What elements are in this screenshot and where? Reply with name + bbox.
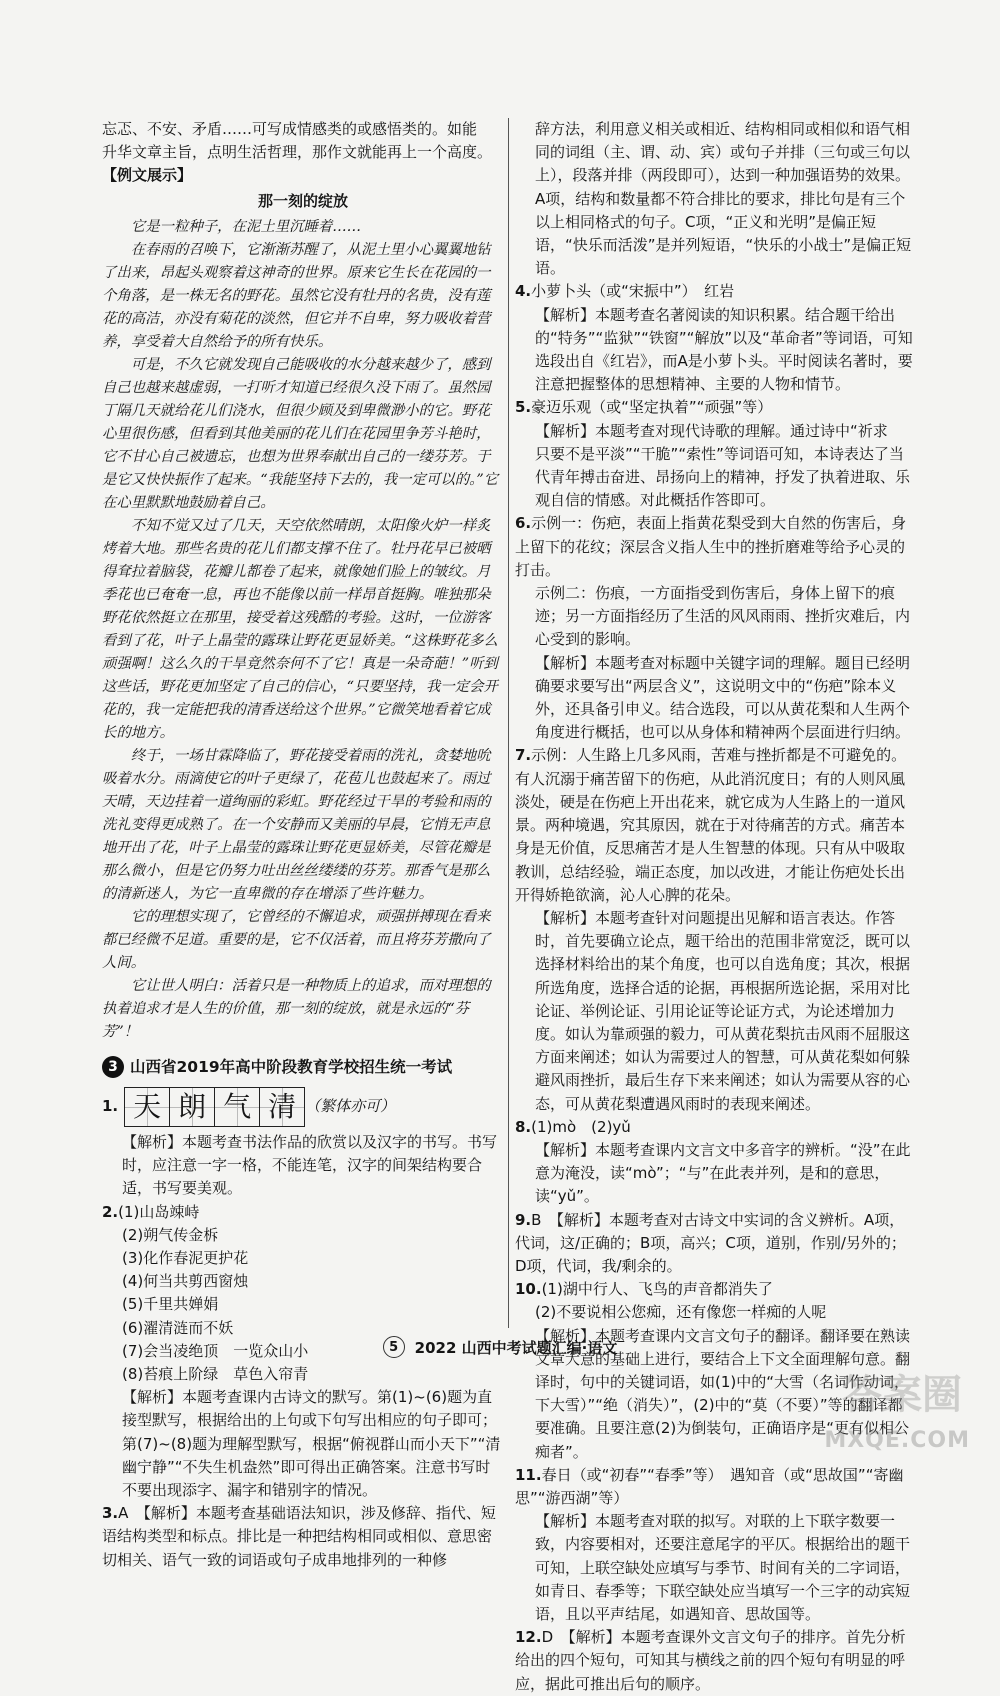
q2-answer: (7)会当凌绝顶 一览众山小	[122, 1341, 309, 1360]
q2-analysis: 【解析】本题考查课内古诗文的默写。第(1)~(6)题为直接型默写，根据给出的上句或下句写出相应的句子即可；第(7)~(8)题为理解型默写，根据“俯视群山而小天下”“清幽宁静”“不失生机盎然”即可得出正确答案。注意书写时不要出现添字、漏字和错别字的情况。	[122, 1388, 501, 1500]
q11-answer-text: 春日（或“初春”“春季”等） 遇知音（或“思故国”“寄幽思”“游西湖”等）	[515, 1465, 904, 1507]
q10-answer-text: (1)湖中行人、飞鸟的声音都消失了	[541, 1280, 773, 1299]
q9-block	[515, 1209, 915, 1279]
q1-analysis: 【解析】本题考查书法作品的欣赏以及汉字的书写。书写时，应注意一字一格，不能连笔，汉字的间架结构要合适，书写要美观。	[122, 1133, 498, 1198]
q2-answer: (5)千里共婵娟	[122, 1295, 219, 1314]
q10-number: 10.	[515, 1280, 542, 1299]
q3-block	[102, 1502, 504, 1572]
q6-example-2: 示例二：伤痕，一方面指受到伤害后，身体上留下的痕迹；另一方面指经历了生活的风风雨雨、挫折灾难后，内心受到的影响。	[535, 584, 911, 649]
q2-header	[102, 1201, 504, 1224]
q4-answer-text: 小萝卜头（或“宋振中”） 红岩	[531, 282, 735, 301]
q5-answer-text: 豪迈乐观（或“坚定执着”“顽强”等）	[531, 398, 773, 417]
q3-text: A 【解析】本题考查基础语法知识，涉及修辞、指代、短语结构类型和标点。排比是一种把结构相同或相似、意思密切相关、语气一致的词语或句子成串地排列的一种修	[102, 1504, 496, 1569]
q9-number: 9.	[515, 1210, 532, 1229]
q12-block	[515, 1626, 915, 1696]
q3-continuation: 辞方法，利用意义相关或相近、结构相同或相似和语气相同的词组（主、谓、动、宾）或句子并排（三句或三句以上），段落并排（两段即可），达到一种加强语势的效果。A项，结构和数量都不符合排比的要求，排比句是有三个以上相同格式的句子。C项，“正义和光明”是偏正短语，“快乐而活泼”是并列短语，“快乐的小战士”是偏正短语。	[535, 120, 912, 278]
q1-answer-row	[102, 1087, 504, 1127]
q10-analysis: 【解析】本题考查课内文言文句子的翻译。翻译要在熟读文章大意的基础上进行，要结合上下文全面理解句意。翻译时，句中的关键词语，如(1)中的“大雪（名词作动词，下大雪）”“绝（消失）”，(2)中的“莫（不要）”等的翻译都要准确。且要注意(2)为倒装句，正确语序是“更有似相公痴者”。	[535, 1326, 911, 1461]
q6-example-1	[515, 512, 915, 582]
essay-paragraph: 它是一粒种子，在泥土里沉睡着……	[130, 218, 362, 235]
page-footer	[0, 1336, 1000, 1358]
q2-answer: (3)化作春泥更护花	[122, 1249, 249, 1268]
essay-paragraph: 在春雨的召唤下，它渐渐苏醒了，从泥土里小心翼翼地钻了出来，昂起头观察着这神奇的世界。原来它生长在花园的一个角落，是一株无名的野花。虽然它没有牡丹的名贵，没有莲花的高洁，亦没有菊花的淡然，但它并不自卑，努力吸收着营养，享受着大自然给予的所有快乐。	[102, 241, 491, 350]
essay-paragraph: 它的理想实现了，它曾经的不懈追求，顽强拼搏现在看来都已经微不足道。重要的是，它不仅活着，而且将芬芳撒向了人间。	[102, 908, 491, 971]
essay-body	[102, 216, 504, 1044]
intro-line-1: 忘忑、不安、矛盾……可写成情感类的或感悟类的。如能	[102, 120, 478, 138]
page-number: 5	[383, 1336, 405, 1358]
right-column	[515, 118, 915, 1696]
grid-char: 朗	[170, 1088, 215, 1126]
section-header	[102, 1056, 504, 1079]
q10-answer-2: (2)不要说相公您痴，还有像您一样痴的人呢	[535, 1303, 827, 1322]
q7-number: 7.	[515, 746, 532, 765]
grid-char: 天	[125, 1088, 170, 1126]
q1-number: 1.	[102, 1097, 119, 1116]
q2-answer: (8)苔痕上阶绿 草色入帘青	[122, 1365, 309, 1384]
q8-answer	[515, 1116, 915, 1139]
q4-number: 4.	[515, 282, 532, 301]
q3-number: 3.	[102, 1504, 119, 1523]
q12-number: 12.	[515, 1628, 542, 1647]
q2-answer: (4)何当共剪西窗烛	[122, 1272, 249, 1291]
q12-text: D 【解析】本题考查课外文言文句子的排序。首先分析给出的四个短句，可知其与横线之前的四个短句有明显的呼应，据此可推出后句的顺序。	[515, 1628, 906, 1693]
example-tag: 【例文展示】	[102, 166, 193, 185]
footer-title: 2022 山西中考试题汇编·语文	[414, 1338, 618, 1357]
essay-paragraph: 可是，不久它就发现自己能吸收的水分越来越少了，感到自己也越来越虚弱，一打听才知道已经很久没下雨了。虽然园丁隔几天就给花儿们浇水，但很少顾及到卑微渺小的它。野花心里很伤感，但看到其他美丽的花儿们在花园里争芳斗艳时，它不甘心自己被遗忘，也想为世界奉献出自己的一缕芬芳。于是它又快快振作了起来。“我能坚持下去的，我一定可以的。”它在心里默默地鼓励着自己。	[102, 356, 499, 511]
q2-answer: (6)濯清涟而不妖	[122, 1318, 234, 1337]
q4-answer	[515, 280, 915, 303]
intro-line-2: 升华文章主旨，点明生活哲理，那作文就能再上一个高度。	[102, 143, 493, 162]
watermark-logo: 答案圈	[842, 1372, 962, 1418]
grid-char: 气	[215, 1088, 260, 1126]
q10-answer-1	[515, 1278, 915, 1301]
watermark-text: MXQE.COM	[824, 1428, 970, 1453]
q2-answer: (1)山岛竦峙	[118, 1202, 200, 1221]
essay-paragraph: 它让世人明白：活着只是一种物质上的追求，而对理想的执着追求才是人生的价值，那一刻的绽放，就是永远的“芬芳”！	[102, 977, 491, 1040]
q8-answer-text: (1)mò (2)yǔ	[531, 1117, 631, 1136]
essay-paragraph: 终于，一场甘霖降临了，野花接受着雨的洗礼，贪婪地吮吸着水分。雨滴使它的叶子更绿了，花苞儿也鼓起来了。雨过天晴，天边挂着一道绚丽的彩虹。野花经过干旱的考验和雨的洗礼变得更成熟了。在一个安静而又美丽的早晨，它悄无声息地开出了花，叶子上晶莹的露珠让野花更显娇美，尽管花瓣是那么微小，但是它仍努力吐出丝丝缕缕的芬芳。那香气是那么的清新迷人，为它一直卑微的存在增添了些许魅力。	[102, 747, 491, 902]
q11-analysis: 【解析】本题考查对联的拟写。对联的上下联字数要一致，内容要相对，还要注意尾字的平仄。根据给出的题干可知，上联空缺处应填写与季节、时间有关的二字词语，如青日、春季等；下联空缺处应当填写一个三字的动宾短语，且以平声结尾，如遇知音、思故国等。	[535, 1512, 911, 1623]
q7-answer-text: 示例：人生路上几多风雨，苦难与挫折都是不可避免的。有人沉溺于痛苦留下的伤疤，从此消沉度日；有的人则风風淡处，硬是在伤疤上开出花来，就它成为人生路上的一道风景。两种境遇，究其原因，就在于对待痛苦的方式。痛苦本身是无价值，反思痛苦才是人生智慧的体现。只有从中吸取教训，总结经验，端正态度，加以改进，才能让伤疤处长出开得娇艳欲滴，沁人心脾的花朵。	[515, 746, 907, 904]
q5-number: 5.	[515, 398, 532, 417]
q2-number: 2.	[102, 1202, 119, 1221]
watermark	[790, 1363, 970, 1453]
calligraphy-grid	[124, 1087, 305, 1127]
q8-analysis: 【解析】本题考查课内文言文中多音字的辨析。“没”在此意为淹没，读“mò”；“与”在此表并列，是和的意思，读“yǔ”。	[535, 1140, 911, 1206]
section-number-badge: 3	[102, 1056, 124, 1078]
section-title: 山西省2019年高中阶段教育学校招生统一考试	[130, 1057, 453, 1076]
q2-answer: (2)朔气传金柝	[122, 1225, 219, 1244]
grid-char: 清	[260, 1088, 304, 1126]
q6-analysis: 【解析】本题考查对标题中关键字词的理解。题目已经明确要求要写出“两层含义”，这说明文中的“伤疤”除本义外，还具备引申义。结合选段，可以从黄花梨和人生两个角度进行概括，也可以从身体和精神两个层面进行归纳。	[535, 653, 911, 742]
q11-number: 11.	[515, 1465, 542, 1484]
q5-answer	[515, 396, 915, 419]
q6-example-1-text: 示例一：伤疤，表面上指黄花梨受到大自然的伤害后，身上留下的花纹；深层含义指人生中的挫折磨难等给予心灵的打击。	[515, 514, 907, 579]
q5-analysis: 【解析】本题考查对现代诗歌的理解。通过诗中“祈求 只要不是平淡”“干脆”“索性”等词语可知，本诗表达了当代青年搏击奋进、昂扬向上的精神，抒发了执着进取、乐观自信的情感。对此概括作答即可。	[535, 421, 911, 510]
essay-paragraph: 不知不觉又过了几天，天空依然晴朗，太阳像火炉一样炙烤着大地。那些名贵的花儿们都支撑不住了。牡丹花早已被晒得耷拉着脑袋，花瓣儿都卷了起来，就像她们脸上的皱纹。月季花也已奄奄一息，再也不能像以前一样昂首挺胸。唯独那朵野花依然挺立在那里，接受着这残酷的考验。这时，一位游客看到了花，叶子上晶莹的露珠让野花更显娇美。“这株野花多么顽强啊！这么久的干旱竟然奈何不了它！真是一朵奇葩！”听到这些话，野花更加坚定了自己的信心，“只要坚持，我一定会开花的，我一定能把我的清香送给这个世界。”它微笑地看着它成长的地方。	[102, 517, 498, 741]
q7-answer	[515, 744, 915, 906]
q4-analysis: 【解析】本题考查名著阅读的知识积累。结合题干给出的“特务”“监狱”“铁窗”“解放”以及“革命者”等词语，可知选段出自《红岩》，而A是小萝卜头。平时阅读名著时，要注意把握整体的思想精神、主要的人物和情节。	[535, 305, 913, 394]
q1-note: （繁体亦可）	[305, 1097, 396, 1116]
q8-number: 8.	[515, 1117, 532, 1136]
essay-title: 那一刻的绽放	[257, 191, 348, 210]
q9-text: B 【解析】本题考查对古诗文中实词的含义辨析。A项，代词，这/正确的；B项，高兴；C项，道别，作别/另外的；D项，代词，我/剩余的。	[515, 1210, 906, 1275]
q6-number: 6.	[515, 514, 532, 533]
q7-analysis: 【解析】本题考查针对问题提出见解和语言表达。作答时，首先要确立论点，题干给出的范围非常宽泛，既可以选择材料给出的某个角度，也可以自选角度；其次，根据所选角度，选择合适的论据，再根据所选论据，采用对比论证、举例论证、引用论证等论证方式，为论述增加力度。如认为靠顽强的毅力，可从黄花梨抗击风雨不屈服这方面来阐述；如认为需要过人的智慧，可从黄花梨如何躲避风雨挫折，最后生存下来来阐述；如认为需要从容的心态，可从黄花梨遭遇风雨时的表现来阐述。	[535, 908, 911, 1113]
column-divider	[508, 118, 509, 1328]
